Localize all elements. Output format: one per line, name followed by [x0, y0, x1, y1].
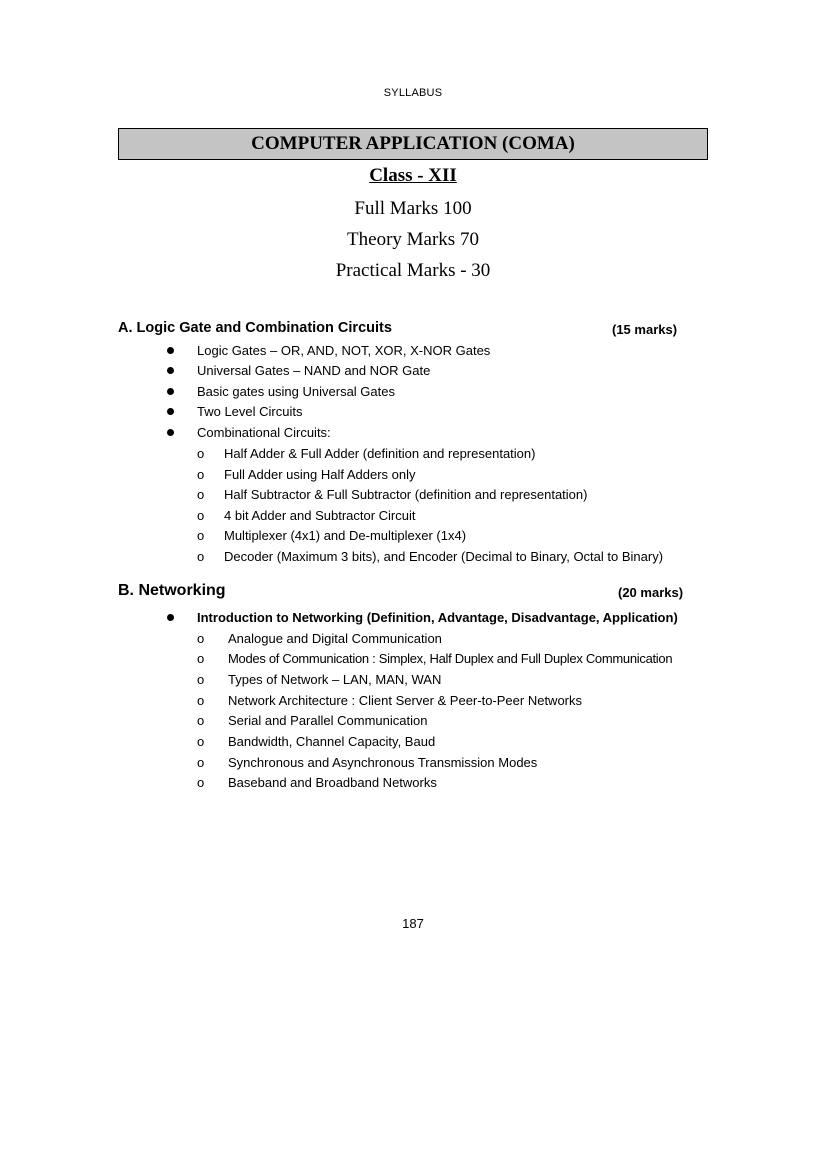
sub-marker: o: [197, 734, 205, 749]
section-b-title: B. Networking: [118, 582, 226, 599]
section-a-title: A. Logic Gate and Combination Circuits: [118, 320, 392, 336]
sub-list-item: Baseband and Broadband Networks: [228, 775, 437, 790]
page-title-box: [118, 128, 708, 160]
list-item: Basic gates using Universal Gates: [197, 384, 395, 399]
sub-marker: o: [197, 651, 205, 666]
sub-marker: o: [197, 467, 205, 482]
sub-marker: o: [197, 487, 205, 502]
bullet-icon: [167, 614, 174, 621]
page-title: COMPUTER APPLICATION (COMA): [251, 133, 575, 154]
bullet-icon: [167, 429, 174, 436]
sub-marker: o: [197, 755, 205, 770]
sub-list-item: Analogue and Digital Communication: [228, 631, 442, 646]
sub-marker: o: [197, 549, 205, 564]
sub-list-item: Types of Network – LAN, MAN, WAN: [228, 672, 442, 687]
list-item: Logic Gates – OR, AND, NOT, XOR, X-NOR Gates: [197, 343, 491, 358]
bullet-icon: [167, 408, 174, 415]
full-marks: Full Marks 100: [354, 198, 472, 219]
sub-list-item: Half Adder & Full Adder (definition and representation): [224, 446, 536, 461]
sub-list-item: Network Architecture : Client Server & Peer-to-Peer Networks: [228, 693, 583, 708]
theory-marks: Theory Marks 70: [347, 229, 479, 250]
list-item: Universal Gates – NAND and NOR Gate: [197, 363, 431, 378]
list-item: Introduction to Networking (Definition, Advantage, Disadvantage, Application): [197, 610, 678, 625]
practical-marks: Practical Marks - 30: [335, 260, 491, 281]
section-a-marks: (15 marks): [612, 322, 678, 337]
sub-marker: o: [197, 775, 205, 790]
section-b-marks: (20 marks): [618, 585, 684, 600]
sub-marker: o: [197, 631, 205, 646]
list-item: Combinational Circuits:: [197, 425, 331, 440]
sub-list-item: Decoder (Maximum 3 bits), and Encoder (Decimal to Binary, Octal to Binary): [224, 549, 664, 564]
list-item: Two Level Circuits: [197, 404, 303, 419]
bullet-icon: [167, 347, 174, 354]
sub-list-item: Multiplexer (4x1) and De-multiplexer (1x4): [224, 528, 467, 543]
sub-list-item: Synchronous and Asynchronous Transmission Modes: [228, 755, 538, 770]
sub-marker: o: [197, 528, 205, 543]
sub-list-item: Full Adder using Half Adders only: [224, 467, 416, 482]
sub-marker: o: [197, 693, 205, 708]
sub-marker: o: [197, 446, 205, 461]
sub-list-item: Bandwidth, Channel Capacity, Baud: [228, 734, 436, 749]
class-label: Class - XII: [369, 165, 457, 186]
sub-list-item: 4 bit Adder and Subtractor Circuit: [224, 508, 416, 523]
sub-list-item: Half Subtractor & Full Subtractor (definition and representation): [224, 487, 588, 502]
sub-list-item: Serial and Parallel Communication: [228, 713, 428, 728]
sub-list-item: Modes of Communication : Simplex, Half Duplex and Full Duplex Communication: [228, 651, 673, 666]
sub-marker: o: [197, 508, 205, 523]
page-number: 187: [402, 916, 424, 931]
header-label: SYLLABUS: [383, 87, 443, 99]
sub-marker: o: [197, 713, 205, 728]
sub-marker: o: [197, 672, 205, 687]
bullet-icon: [167, 388, 174, 395]
bullet-icon: [167, 367, 174, 374]
